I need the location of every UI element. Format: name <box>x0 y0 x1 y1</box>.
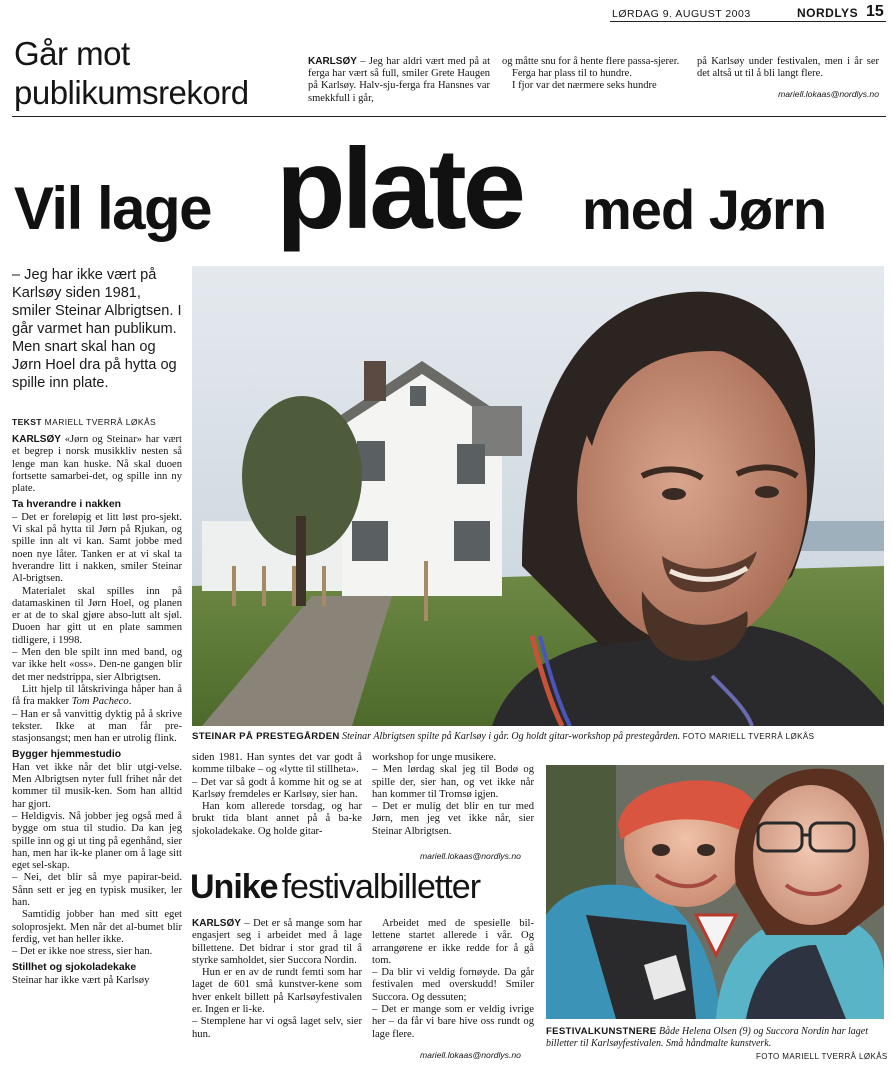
second-paragraph-2: Hun er en av de rundt femti som har laget de 601 små kunstver-kene som hver enkelt billett på Karlsøyfestivalen er. Ingen er li-ke. <box>192 967 362 1016</box>
page-header <box>0 0 892 22</box>
photo-steinar-prestegarden <box>192 266 884 726</box>
second-email: mariell.lokaas@nordlys.no <box>420 1050 521 1060</box>
second-caption-label: FESTIVALKUNSTNERE <box>546 1026 657 1037</box>
paragraph-10: – Det er ikke noe stress, sier han. <box>12 946 153 958</box>
paragraph-5: – Han er så vanvittig dyktig på å skrive tekster. Ikke at man får pre-stasjonsangst; men han er utrolig flink. <box>12 708 182 745</box>
top-dateline: KARLSØY <box>308 56 357 67</box>
top-story-col1 <box>308 56 490 105</box>
subheading-1: Ta hverandre i nakken <box>12 499 121 511</box>
article-email: mariell.lokaas@nordlys.no <box>420 851 521 861</box>
caption-text: Steinar Albrigtsen spilte på Karlsøy i går. Og holdt gitar-workshop på prestegården. <box>342 731 681 742</box>
byline-name: MARIELL TVERRÅ LØKÅS <box>44 417 157 427</box>
second-photo <box>546 765 884 1019</box>
top-col1-text: – Jeg har aldri vært med på at ferga har vært så full, smiler Grete Haugen på Karlsøy. Halv-sju-ferga fra Hansnes var smekkfull i går, <box>308 56 490 104</box>
paragraph-6: Han vet ikke når det blir utgi-velse. Men Albrigtsen nyter full frihet når det kommer til musik-ken. Som han alltid har gjort. <box>12 761 182 810</box>
article-body-column1 <box>12 434 182 987</box>
paragraph-3: – Men den ble spilt inn med band, og var ikke helt «oss». Den-ne gangen blir det mer nedstrippa, sier Albrigtsen. <box>12 647 182 683</box>
second-caption-text: Både Helena Olsen (9) og Succora Nordin har laget billetter til Karlsøyfestivalen. Små håndmalte kunstverk. <box>546 1026 869 1049</box>
top-col2-p2: Ferga har plass til to hundre. <box>512 68 632 80</box>
main-headline <box>14 126 892 270</box>
second-paragraph-5: – Da blir vi veldig fornøyde. Da går festivalen med overskudd! Smiler Succora. Og dessuten; <box>372 967 534 1003</box>
col2-paragraph-1: siden 1981. Han syntes det var godt å komme tilbake – og «lytte til stillheta». <box>192 752 362 776</box>
top-headline-line1: Går mot <box>14 35 130 72</box>
byline <box>12 417 156 427</box>
top-email: mariell.lokaas@nordlys.no <box>778 89 879 100</box>
article-body-column2 <box>192 752 362 838</box>
second-body-column1 <box>192 918 362 1041</box>
headline-part-b: plate <box>276 126 523 253</box>
page-number: 15 <box>866 3 884 20</box>
second-paragraph-6: – Det er mange som er veldig ivrige her – da får vi bare hive oss rundt og lage flere. <box>372 1004 534 1040</box>
top-headline-line2: publikumsrekord <box>14 74 249 111</box>
second-photo-credit: FOTO MARIELL TVERRÅ LØKÅS <box>756 1052 888 1061</box>
byline-label: TEKST <box>12 417 42 427</box>
top-story-headline <box>14 34 294 112</box>
subheading-3: Stillhet og sjokoladekake <box>12 962 137 974</box>
second-body-column2 <box>372 918 534 1041</box>
second-dateline: KARLSØY <box>192 918 241 929</box>
article-body-column3 <box>372 752 534 838</box>
caption-label: STEINAR PÅ PRESTEGÅRDEN <box>192 731 340 742</box>
paragraph-4a: Litt hjelp til låtskrivinga håper han å få fra makker <box>12 683 182 708</box>
photo-credit: FOTO MARIELL TVERRÅ LØKÅS <box>682 732 815 741</box>
headline-part-a: Vil lage <box>14 175 212 242</box>
newspaper-name: NORDLYS <box>797 6 859 20</box>
col2-paragraph-3: Han kom allerede torsdag, og har brukt tida blant annet på å ba-ke sjokoladekake. Og holde gitar- <box>192 801 362 837</box>
top-strip-rule <box>12 116 886 117</box>
top-story-col2 <box>502 56 684 93</box>
second-paragraph-3: – Stemplene har vi også laget selv, sier hun. <box>192 1016 362 1040</box>
col3-paragraph-2: – Men lørdag skal jeg til Bodø og spille der, sier han, og vet ikke når han kommer til Tromsø igjen. <box>372 764 534 800</box>
photo-festivalkunstnere <box>546 765 884 1019</box>
second-headline <box>190 868 480 907</box>
subheading-2: Bygger hjemmestudio <box>12 749 122 761</box>
main-photo-caption <box>192 731 892 743</box>
top-col2-p1: og måtte snu for å hente flere passa-sjerer. <box>502 56 680 67</box>
second-headline-a: Unike <box>190 868 278 906</box>
col3-paragraph-3: – Det er mulig det blir en tur med Jørn, men jeg vet ikke når, sier Steinar Albrigtsen. <box>372 801 534 837</box>
headline-part-c: med Jørn <box>582 178 827 241</box>
col2-paragraph-2: – Det var så godt å komme hit og se at Karlsøy fremdeles er Karlsøy, sier han. <box>192 776 362 800</box>
second-headline-b: festivalbilletter <box>281 868 481 906</box>
second-photo-caption <box>546 1026 886 1050</box>
paragraph-2: Materialet skal spilles inn på datamaskinen til Jørn Hoel, og planen er at de to skal gjøre abso-lutt alt sjøl. Duoen har gitt ut en plate sammen tidligere, i 1998. <box>12 585 182 646</box>
paragraph-4-name: Tom Pacheco <box>71 696 129 708</box>
paragraph-8: – Nei, det blir så mye papirar-beid. Sånn sett er jeg en typisk musiker, ler han. <box>12 872 182 908</box>
paragraph-4c: . <box>128 696 132 708</box>
top-col2-p3: I fjor var det nærmere seks hundre <box>512 80 657 92</box>
col3-paragraph-1: workshop for unge musikere. <box>372 752 497 763</box>
issue-date: LØRDAG 9. AUGUST 2003 <box>612 8 751 20</box>
article-intro: «Jørn og Steinar» har vært et begrep i norsk musikkliv nesten så lenge man kan huske. Nå skal duoen fortsette samarbei-det, og spille inn ny plate. <box>12 434 182 495</box>
paragraph-9: Samtidig jobber han med sitt eget soloprosjekt. Men når det al-bumet blir ferdig, vet han heller ikke. <box>12 909 182 945</box>
second-paragraph-4: Arbeidet med de spesielle bil-lettene startet allerede i vår. Og arrangørene er ikke redde for å gå tom. <box>372 918 534 966</box>
second-paragraph-1: – Det er så mange som har engasjert seg i arbeidet med å lage billettene. Det bidrar i stor grad til å styrke samholdet, sier Succora Nordin. <box>192 918 362 966</box>
paragraph-11: Steinar har ikke vært på Karlsøy <box>12 974 150 986</box>
main-photo <box>192 266 884 726</box>
header-rule <box>610 21 886 22</box>
article-dateline: KARLSØY <box>12 434 61 445</box>
top-story-col3 <box>697 56 879 101</box>
top-col3-text: på Karlsøy under festivalen, men i år ser det altså ut til å bli langt flere. <box>697 56 879 80</box>
article-lead: – Jeg har ikke vært på Karlsøy siden 1981, smiler Steinar Albrigtsen. I går varmet han publikum. Men snart skal han og Jørn Hoel dra på hytta og spille inn plate. <box>12 267 182 391</box>
paragraph-7: – Heldigvis. Nå jobber jeg også med å bygge om stua til studio. Da kan jeg spille inn og gi ut ting på egenhånd, sier han, men har ik-ke planer om å lage sitt eget sel-skap. <box>12 810 182 872</box>
paragraph-1: – Det er foreløpig et litt løst pro-sjekt. Vi skal på hytta til Jørn på Rjukan, og spille inn alt vi kan. Samt jobbe med noen nye låter. Tanken er at vi skal ta hverandre litt i nakken, smiler Steinar Al-brigtsen. <box>12 511 182 585</box>
